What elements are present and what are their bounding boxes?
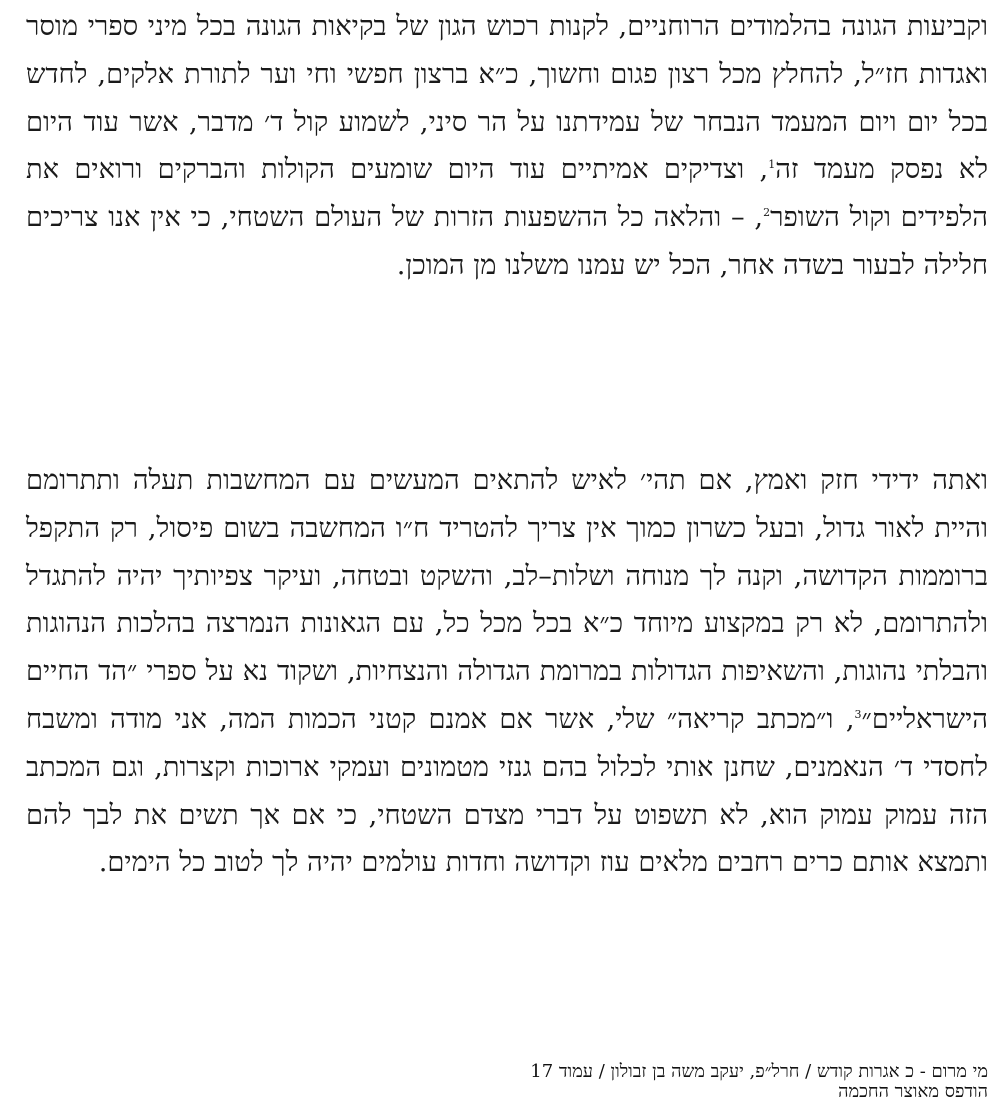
page-footer-source: מי מרום - כ אגרות קודש / חרל״פ, יעקב משה בן זבולון / עמוד 17	[530, 1061, 988, 1082]
paragraph-1-text-c: , – והלאה כל ההשפעות הזרות של העולם השטחי, כי אין אנו צריכים חלילה לבעור בשדה אחר, הכל יש עמנו משלנו מן המוכן.	[26, 202, 988, 281]
paragraph-2-text-a: ואתה ידידי חזק ואמץ, אם תהי׳ לאיש להתאים המעשים עם המחשבות תעלה ותתרומם והיית לאור גדול, ובעל כשרון כמוך אין צריך להטריד ח״ו המחשבה בשום פיסול, רק התקפל ברוממות הקדושה, וקנה לך מנוחה ושלות–לב, והשקט ובטחה, ועיקר צפיותיך יהיה להתגדל ולהתרומם, לא רק במקצוע מיוחד כ״א בכל מכל כל, עם הגאונות הנמרצה בהלכות הנהוגות והבלתי נהוגות, והשאיפות הגדולות במרומת הגדולה והנצחיות, ושקוד נא על ספרי ״הד החיים הישראליים״	[26, 465, 988, 735]
paragraph-1-text-a: וקביעות הגונה בהלמודים הרוחניים, לקנות רכוש הגון של בקיאות הגונה בכל מיני ספרי מוסר ואגדות חז״ל, להחלץ מכל רצון פגום וחשוך, כ״א ברצון חפשי וחי וער לתורת אלקים, לחדש בכל יום ויום המעמד הנבחר של עמידתנו על הר סיני, לשמוע קול ד׳ מדבר, אשר עוד היום לא נפסק מעמד זה	[26, 11, 988, 186]
footnote-marker-3[interactable]: 3	[854, 707, 862, 721]
paragraph-2	[26, 457, 988, 887]
page-footer-printed-from: הודפס מאוצר החכמה	[838, 1081, 988, 1102]
footnote-marker-2[interactable]: 2	[763, 206, 771, 220]
paragraph-1-text-b: , וצדיקים אמיתיים עוד היום שומעים הקולות והברקים ורואים את הלפידים וקול השופר	[26, 154, 988, 234]
paragraph-1	[26, 3, 988, 290]
footnote-marker-1[interactable]: 1	[768, 158, 776, 172]
paragraph-2-text-b: , ו״מכתב קריאה״ שלי, אשר אם אמנם קטני הכמות המה, אני מודה ומשבח לחסדי ד׳ הנאמנים, שחנן אותי לכלול בהם גנזי מטמונים ועמקי ארוכות וקצרות, וגם המכתב הזה עמוק עמוק הוא, לא תשפוט על דברי מצדם השטחי, כי אם אך תשים את לבך להם ותמצא אותם כרים רחבים מלאים עוז וקדושה וחדות עולמים יהיה לך לטוב כל הימים.	[26, 703, 988, 879]
